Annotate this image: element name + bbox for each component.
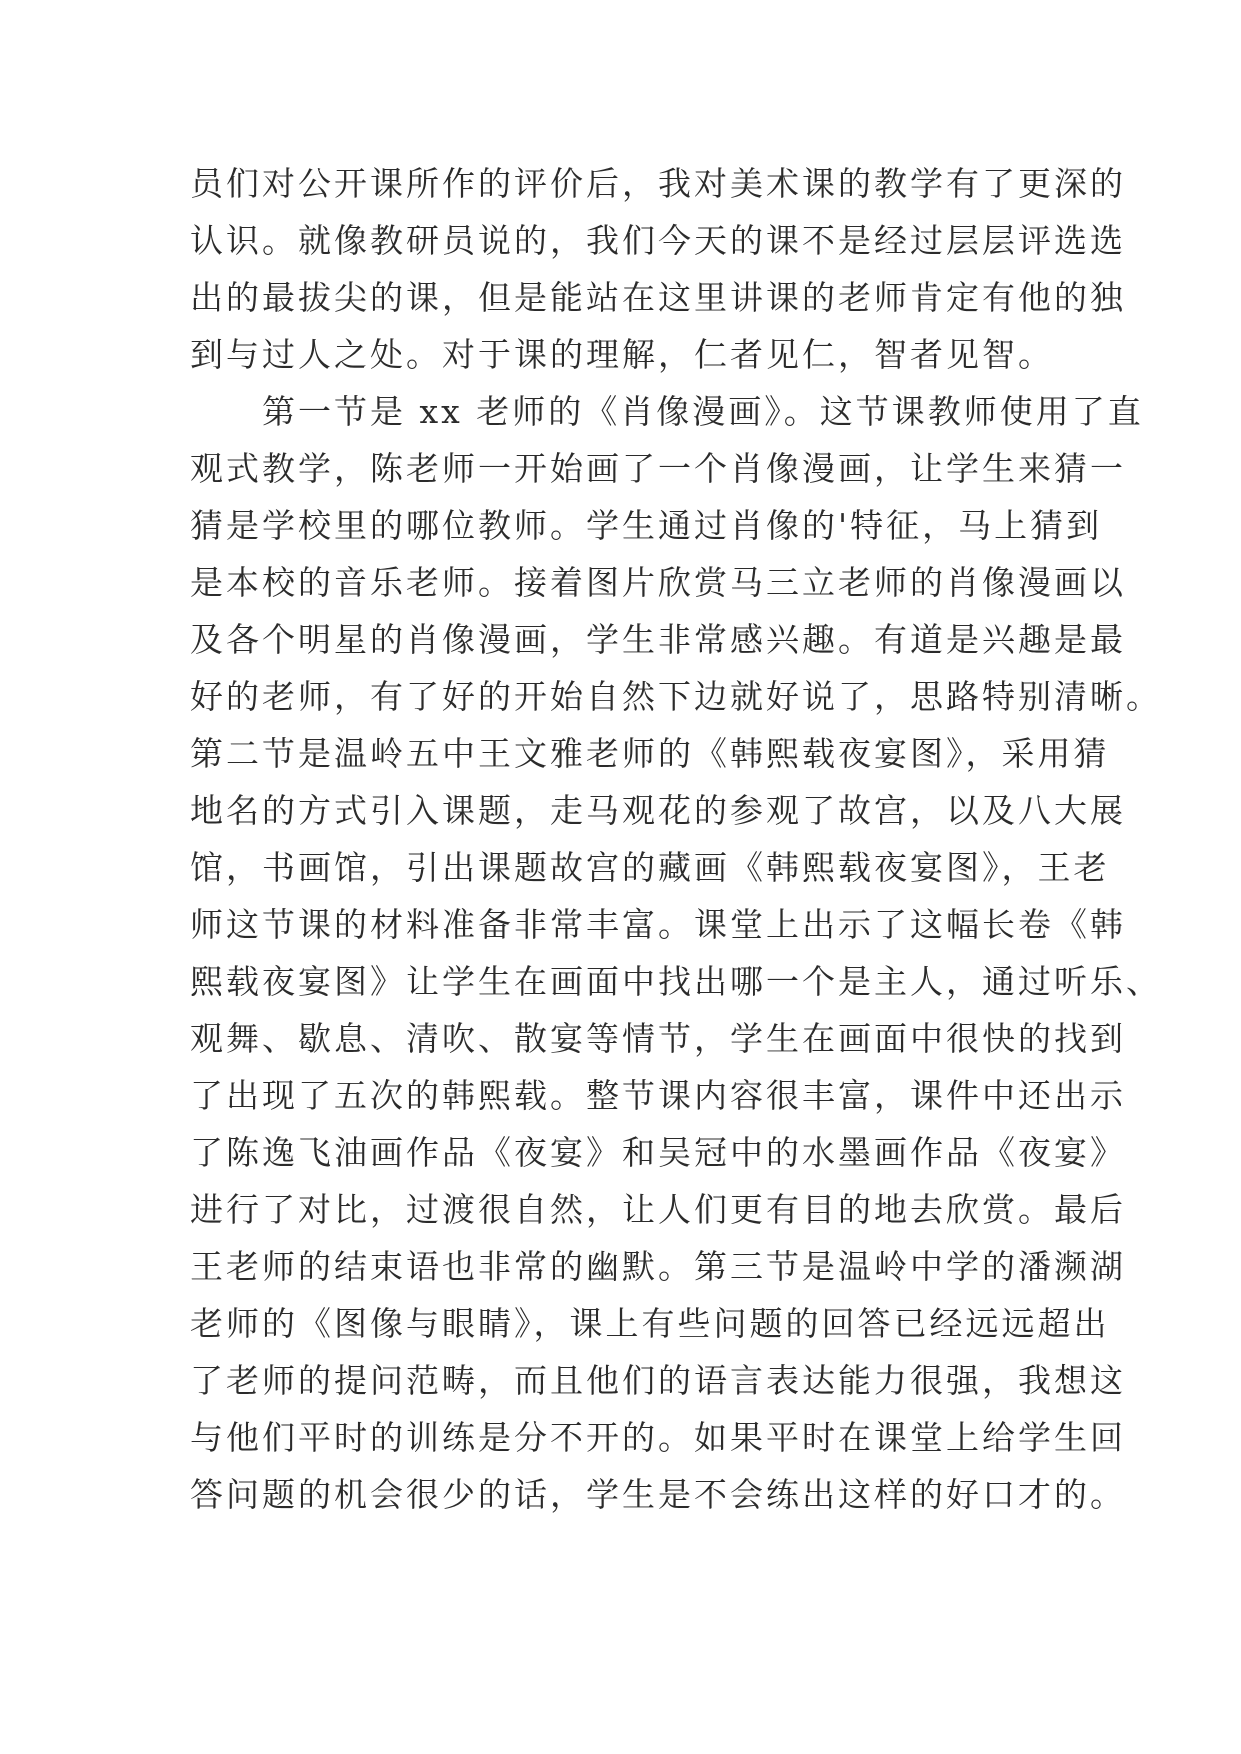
text-line: 第一节是 xx 老师的《肖像漫画》。这节课教师使用了直 [190, 392, 1144, 431]
text-line: 了老师的提问范畴，而且他们的语言表达能力很强，我想这 [190, 1361, 1126, 1400]
text-line: 员们对公开课所作的评价后，我对美术课的教学有了更深的 [190, 164, 1126, 203]
text-line: 地名的方式引入课题，走马观花的参观了故宫，以及八大展 [190, 791, 1126, 830]
text-line: 及各个明星的肖像漫画，学生非常感兴趣。有道是兴趣是最 [190, 620, 1126, 659]
text-line: 老师的《图像与眼睛》，课上有些问题的回答已经远远超出 [190, 1304, 1110, 1343]
text-line: 好的老师，有了好的开始自然下边就好说了，思路特别清晰。 [190, 677, 1162, 716]
text-line: 出的最拔尖的课，但是能站在这里讲课的老师肯定有他的独 [190, 278, 1126, 317]
text-line: 观舞、歇息、清吹、散宴等情节，学生在画面中很快的找到 [190, 1019, 1126, 1058]
text-line: 观式教学，陈老师一开始画了一个肖像漫画，让学生来猜一 [190, 449, 1126, 488]
text-line: 答问题的机会很少的话，学生是不会练出这样的好口才的。 [190, 1475, 1126, 1514]
text-line: 到与过人之处。对于课的理解，仁者见仁，智者见智。 [190, 335, 1054, 374]
text-line: 第二节是温岭五中王文雅老师的《韩熙载夜宴图》，采用猜 [190, 734, 1110, 773]
text-line: 了陈逸飞油画作品《夜宴》和吴冠中的水墨画作品《夜宴》 [190, 1133, 1126, 1172]
text-line: 进行了对比，过渡很自然，让人们更有目的地去欣赏。最后 [190, 1190, 1126, 1229]
body-text [190, 155, 1162, 1523]
text-line: 师这节课的材料准备非常丰富。课堂上出示了这幅长卷《韩 [190, 905, 1126, 944]
text-line: 与他们平时的训练是分不开的。如果平时在课堂上给学生回 [190, 1418, 1126, 1457]
text-line: 了出现了五次的韩熙载。整节课内容很丰富，课件中还出示 [190, 1076, 1126, 1115]
text-line: 是本校的音乐老师。接着图片欣赏马三立老师的肖像漫画以 [190, 563, 1126, 602]
text-line: 王老师的结束语也非常的幽默。第三节是温岭中学的潘濒湖 [190, 1247, 1126, 1286]
text-line: 认识。就像教研员说的，我们今天的课不是经过层层评选选 [190, 221, 1126, 260]
text-line: 猜是学校里的哪位教师。学生通过肖像的'特征，马上猜到 [190, 506, 1103, 545]
text-line: 熙载夜宴图》让学生在画面中找出哪一个是主人，通过听乐、 [190, 962, 1162, 1001]
text-line: 馆，书画馆，引出课题故宫的藏画《韩熙载夜宴图》，王老 [190, 848, 1110, 887]
